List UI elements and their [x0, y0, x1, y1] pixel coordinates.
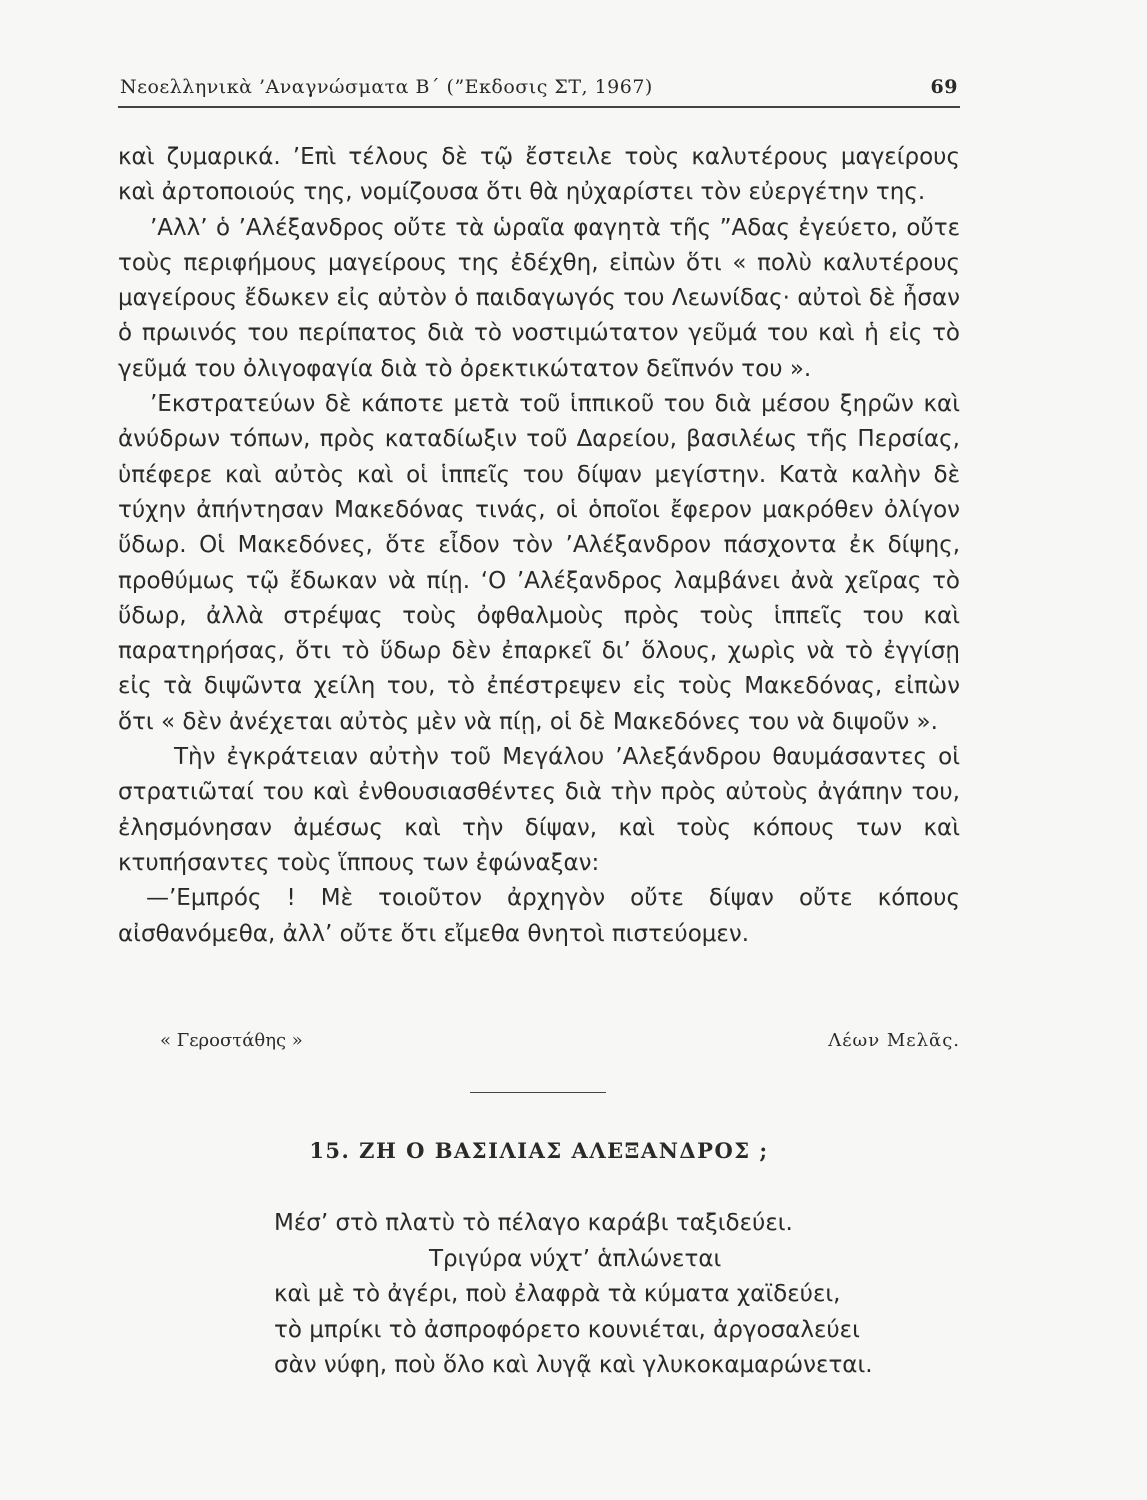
- poem-line: τὸ μπρίκι τὸ ἀσπροφόρετο κουνιέται, ἀργοσαλεύει: [274, 1316, 860, 1343]
- dialog-line: —’Εμπρός ! Μὲ τοιοῦτον ἀρχηγὸν οὔτε δίψαν οὔτε κόπους αἰσθανόμεθα, ἀλλ’ οὔτε ὅτι εἴμεθα θνητοὶ πιστεύομεν.: [118, 885, 960, 947]
- body-text: [118, 140, 960, 952]
- author-name: Λέων Μελᾶς.: [828, 1030, 960, 1051]
- running-header: [118, 72, 960, 108]
- poem-line: Μέσ’ στὸ πλατὺ τὸ πέλαγο καράβι ταξιδεύει.: [274, 1210, 793, 1236]
- paragraph-continuation: καὶ ζυμαρικά. ’Επὶ τέλους δὲ τῷ ἔστειλε τοὺς καλυτέρους μαγείρους καὶ ἀρτοποιούς της, νομίζουσα ὅτι θὰ ηὐχαρίστει τὸν εὐεργέτην της.: [118, 144, 960, 206]
- book-title: Νεοελληνικὰ ’Αναγνώσματα Β΄ (”Εκδοσις ΣΤ, 1967): [120, 76, 653, 98]
- paragraph: ’Αλλ’ ὁ ’Αλέξανδρος οὔτε τὰ ὡραῖα φαγητὰ τῆς ”Αδας ἐγεύετο, οὔτε τοὺς περιφήμους μαγείρους της ἐδέχθη, εἰπὼν ὅτι « πολὺ καλυτέρους μαγείρους ἔδωκεν εἰς αὐτὸν ὁ παιδαγωγός του Λεωνίδας· αὐτοὶ δὲ ἦσαν ὁ πρωινός του περίπατος διὰ τὸ νοστιμώτατον γεῦμά του καὶ ἡ εἰς τὸ γεῦμά του ὀλιγοφαγία διὰ τὸ ὀρεκτικώτατον δεῖπνόν του ».: [118, 214, 960, 382]
- page-number: 69: [930, 76, 958, 98]
- section-divider: [470, 1092, 606, 1093]
- source-work: « Γεροστάθης »: [160, 1030, 303, 1051]
- poem-line: Τριγύρα νύχτ’ ἁπλώνεται: [429, 1245, 722, 1272]
- poem-line: καὶ μὲ τὸ ἀγέρι, ποὺ ἐλαφρὰ τὰ κύματα χαϊδεύει,: [274, 1281, 841, 1307]
- poem: [274, 1206, 964, 1384]
- section-title: 15. ΖΗ Ο ΒΑΣΙΛΙΑΣ ΑΛΕΞΑΝΔΡΟΣ ;: [309, 1138, 769, 1163]
- paragraph: Τὴν ἐγκράτειαν αὐτὴν τοῦ Μεγάλου ’Αλεξάνδρου θαυμάσαντες οἱ στρατιῶταί του καὶ ἐνθουσιασθέντες διὰ τὴν πρὸς αὐτοὺς ἀγάπην του, ἐλησμόνησαν ἀμέσως καὶ τὴν δίψαν, καὶ τοὺς κόπους των καὶ κτυπήσαντες τοὺς ἵππους των ἐφώναξαν:: [118, 744, 960, 876]
- attribution: [160, 1030, 960, 1060]
- paragraph: ’Εκστρατεύων δὲ κάποτε μετὰ τοῦ ἱππικοῦ του διὰ μέσου ξηρῶν καὶ ἀνύδρων τόπων, πρὸς καταδίωξιν τοῦ Δαρείου, βασιλέως τῆς Περσίας, ὑπέφερε καὶ αὐτὸς καὶ οἱ ἱππεῖς του δίψαν μεγίστην. Κατὰ καλὴν δὲ τύχην ἀπήντησαν Μακεδόνας τινάς, οἱ ὁποῖοι ἔφερον μακρόθεν ὀλίγον ὕδωρ. Οἱ Μακεδόνες, ὅτε εἶδον τὸν ’Αλέξανδρον πάσχοντα ἐκ δίψης, προθύμως τῷ ἔδωκαν νὰ πίῃ. ‘Ο ’Αλέξανδρος λαμβάνει ἀνὰ χεῖρας τὸ ὕδωρ, ἀλλὰ στρέψας τοὺς ὀφθαλμοὺς πρὸς τοὺς ἱππεῖς του καὶ παρατηρήσας, ὅτι τὸ ὕδωρ δὲν ἐπαρκεῖ δι’ ὅλους, χωρὶς νὰ τὸ ἐγγίσῃ εἰς τὰ διψῶντα χείλη του, τὸ ἐπέστρεψεν εἰς τοὺς Μακεδόνας, εἰπὼν ὅτι « δὲν ἀνέχεται αὐτὸς μὲν νὰ πίῃ, οἱ δὲ Μακεδόνες του νὰ διψοῦν ».: [118, 391, 960, 735]
- poem-line: σὰν νύφη, ποὺ ὅλο καὶ λυγᾷ καὶ γλυκοκαμαρώνεται.: [274, 1352, 873, 1378]
